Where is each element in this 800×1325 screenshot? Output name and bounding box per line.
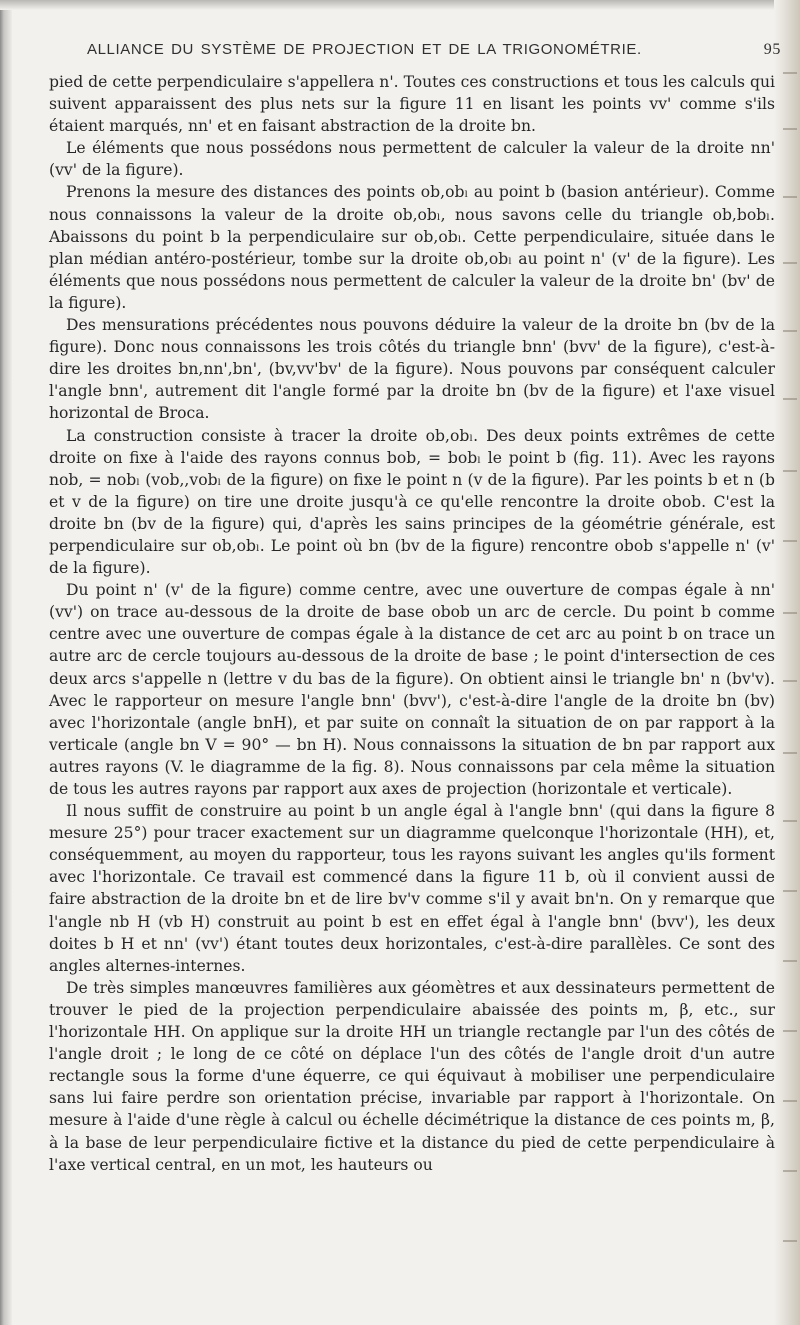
paragraph-2: Le éléments que nous possédons nous permettent de calculer la valeur de la droite nn' (vv' de la figure). xyxy=(49,139,775,180)
running-title: ALLIANCE DU SYSTÈME DE PROJECTION ET DE LA TRIGONOMÉTRIE. xyxy=(87,41,642,58)
paragraph-4: Des mensurations précédentes nous pouvons déduire la valeur de la droite bn (bv de la figure). Donc nous connaissons les trois côtés du triangle bnn' (bvv' de la figure), c'est-à-dire les droites bn,nn',bn', (bv,vv'bv' de la figure). Nous pouvons par conséquent calculer l'angle bnn', autrement dit l'angle formé par la droite bn (bv de la figure) et l'axe visuel horizontal de Broca. xyxy=(49,316,775,423)
page-top-shadow xyxy=(0,0,800,10)
paragraph-1: pied de cette perpendiculaire s'appellera n'. Toutes ces constructions et tous les calculs qui suivent apparaissent des plus nets sur la figure 11 en lisant les points vv' comme s'ils étaient marqués, nn' et en faisant abstraction de la droite bn. xyxy=(49,73,775,136)
paragraph-5: La construction consiste à tracer la droite ob,obₗ. Des deux points extrêmes de cette droite on fixe à l'aide des rayons connus bob, = bobₗ le point b (fig. 11). Avec les rayons nob, = nobₗ (vob,,vobₗ de la figure) on fixe le point n (v de la figure). Par les points b et n (b et v de la figure) on tire une droite jusqu'à ce qu'elle rencontre la droite obob. C'est la droite bn (bv de la figure) qui, d'après les sains principes de la géométrie générale, est perpendiculaire sur ob,obₗ. Le point où bn (bv de la figure) rencontre obob s'appelle n' (v' de la figure). xyxy=(49,426,775,578)
book-page xyxy=(49,41,781,1176)
page-left-shadow xyxy=(0,0,12,1325)
paragraph-3: Prenons la mesure des distances des points ob,obₗ au point b (basion antérieur). Comme nous connaissons la valeur de la droite ob,obₗ, nous savons celle du triangle ob,bobₗ. Abaissons du point b la perpendiculaire sur ob,obₗ. Cette perpendiculaire, située dans le plan médian antéro-postérieur, tombe sur la droite ob,obₗ au point n' (v' de la figure). Les éléments que nous possédons nous permettent de calculer la valeur de la droite bn' (bv' de la figure). xyxy=(49,183,775,312)
page-number: 95 xyxy=(763,41,781,58)
paragraph-7: Il nous suffit de construire au point b un angle égal à l'angle bnn' (qui dans la figure 8 mesure 25°) pour tracer exactement sur un diagramme quelconque l'horizontale (HH), et, conséquemment, au moyen du rapporteur, tous les rayons suivant les angles qu'ils forment avec l'horizontale. Ce travail est commencé dans la figure 11 b, où il convient aussi de faire abstraction de la droite bn et de lire bv'v comme s'il y avait bn'n. On y remarque que l'angle nb H (vb H) construit au point b est en effet égal à l'angle bnn' (bvv'), les deux doites b H et nn' (vv') étant toutes deux horizontales, c'est-à-dire parallèles. Ce sont des angles alternes-internes. xyxy=(49,802,775,975)
body-text xyxy=(49,71,775,1176)
page-edge-marks xyxy=(779,0,797,1325)
running-head xyxy=(87,41,781,59)
paragraph-6: Du point n' (v' de la figure) comme centre, avec une ouverture de compas égale à nn' (vv') on trace au-dessous de la droite de base obob un arc de cercle. Du point b comme centre avec une ouverture de compas égale à la distance de cet arc au point b on trace un autre arc de cercle toujours au-dessous de la droite de base ; le point d'intersection de ces deux arcs s'appelle n (lettre v du bas de la figure). On obtient ainsi le triangle bn' n (bv'v). Avec le rapporteur on mesure l'angle bnn' (bvv'), c'est-à-dire l'angle de la droite bn (bv) avec l'horizontale (angle bnH), et par suite on connaît la situation de on par rapport à la verticale (angle bn V = 90° — bn H). Nous connaissons la situation de bn par rapport aux autres rayons (V. le diagramme de la fig. 8). Nous connaissons par cela même la situation de tous les autres rayons par rapport aux axes de projection (horizontale et verticale). xyxy=(49,581,775,798)
paragraph-8: De très simples manœuvres familières aux géomètres et aux dessinateurs permettent de trouver le pied de la projection perpendiculaire abaissée des points m, β, etc., sur l'horizontale HH. On applique sur la droite HH un triangle rectangle par l'un des côtés de l'angle droit ; le long de ce côté on déplace l'un des côtés de l'angle droit d'un autre rectangle sous la forme d'une équerre, ce qui équivaut à mobiliser une perpendiculaire sans lui faire perdre son orientation précise, invariable par rapport à l'horizontale. On mesure à l'aide d'une règle à calcul ou échelle décimétrique la distance de ces points m, β, à la base de leur perpendiculaire fictive et la distance du pied de cette perpendiculaire à l'axe vertical central, en un mot, les hauteurs ou xyxy=(49,978,775,1174)
